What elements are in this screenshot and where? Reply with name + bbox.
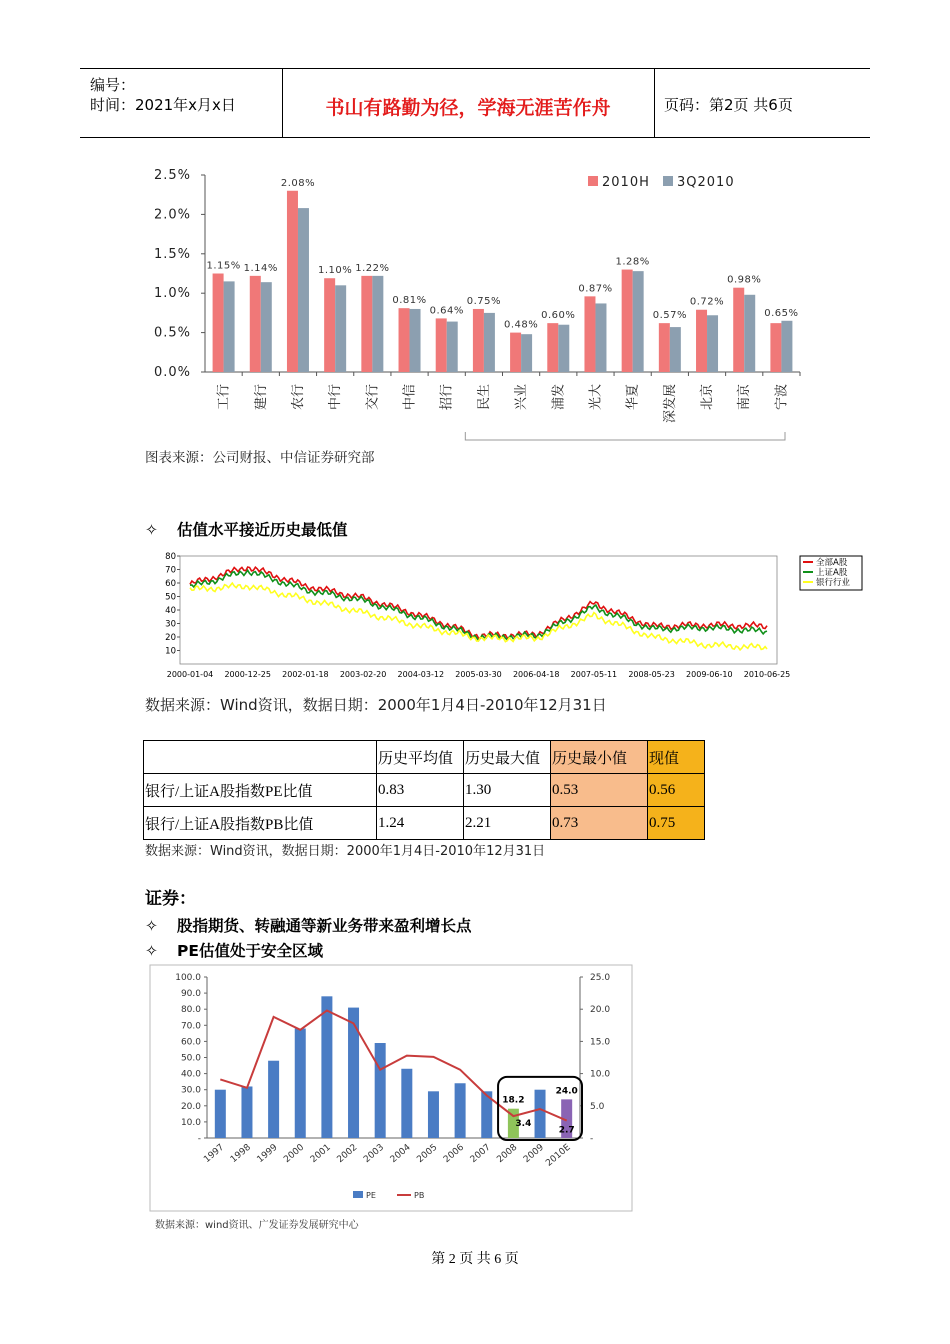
x-tick-label: 2008 <box>495 1142 520 1166</box>
data-label: 1.10% <box>318 265 353 277</box>
data-label: 0.75% <box>466 295 502 307</box>
bar-PE <box>268 1061 279 1138</box>
y-tick-label-left: 100.0 <box>175 973 201 983</box>
data-label: 0.64% <box>429 305 464 317</box>
table-cell: 0.75 <box>648 807 705 840</box>
data-label: 0.48% <box>503 319 539 331</box>
y-tick-label-left: 10.0 <box>180 1117 201 1128</box>
y-tick-label-right: 5.0 <box>590 1101 605 1112</box>
x-tick-label: 农行 <box>290 384 306 411</box>
legend-label: 全部A股 <box>816 558 848 568</box>
bar-3Q2010 <box>670 327 681 372</box>
y-tick-label: 80 <box>165 552 176 562</box>
bar-3Q2010 <box>633 271 644 372</box>
bar-3Q2010 <box>372 276 383 372</box>
x-tick-label: 2010E <box>544 1142 573 1169</box>
x-tick-label: 光大 <box>588 384 604 411</box>
time-label: 时间：2021年x月x日 <box>90 96 236 114</box>
bracket-line <box>465 432 785 440</box>
legend-label: 上证A股 <box>816 568 848 578</box>
x-tick-label: 2005-03-30 <box>455 670 502 679</box>
y-tick-label-left: 60.0 <box>180 1037 201 1048</box>
bar-3Q2010 <box>707 315 718 372</box>
securities-heading: 证券： <box>145 889 196 909</box>
data-label: 0.65% <box>764 307 799 319</box>
bar-3Q2010 <box>484 313 495 372</box>
bar-PE <box>215 1090 226 1138</box>
bar-2010H <box>213 274 224 373</box>
legend-swatch <box>588 176 598 186</box>
x-tick-label: 南京 <box>737 384 753 411</box>
table-header-cell: 历史平均值 <box>377 741 464 774</box>
table-cell: 银行/上证A股指数PB比值 <box>144 807 377 840</box>
x-tick-label: 2000-01-04 <box>166 670 214 679</box>
table-cell: 0.53 <box>551 774 648 807</box>
table-header-cell: 现值 <box>648 741 705 774</box>
data-label: 0.57% <box>652 310 687 322</box>
y-tick-label-left: 50.0 <box>180 1053 201 1064</box>
bar-2010H <box>324 278 335 372</box>
x-tick-label: 民生 <box>476 384 492 411</box>
bar-PE <box>455 1083 466 1138</box>
x-tick-label: 1997 <box>202 1142 227 1166</box>
table-cell: 2.21 <box>464 807 551 840</box>
x-tick-label: 深发展 <box>662 384 678 424</box>
bar-2010H <box>584 296 595 372</box>
chart2-source: 数据来源：Wind资讯，数据日期：2000年1月4日-2010年12月31日 <box>145 696 607 714</box>
x-tick-label: 2005 <box>415 1142 440 1166</box>
bar-2010H <box>399 308 410 372</box>
bullet-text: 估值水平接近历史最低值 <box>177 521 348 539</box>
bar-2010H <box>770 323 781 372</box>
y-tick-label: 1.0% <box>153 286 191 302</box>
bar-3Q2010 <box>521 334 532 372</box>
bar-2010H <box>361 276 372 372</box>
x-tick-label: 工行 <box>216 384 232 411</box>
data-label: 2.08% <box>280 177 316 189</box>
x-tick-label: 2002 <box>335 1142 360 1166</box>
y-tick-label: 30 <box>165 619 176 630</box>
table-header-cell: 历史最大值 <box>464 741 551 774</box>
table-cell: 1.24 <box>377 807 464 840</box>
bar-2010H <box>287 191 298 372</box>
series-line-上证A股 <box>190 570 767 640</box>
series-line-银行行业 <box>190 583 767 650</box>
y-tick-label: 2.0% <box>153 207 191 223</box>
x-tick-label: 2007-05-11 <box>570 670 618 679</box>
data-label: 0.60% <box>541 310 576 322</box>
header-motto: 书山有路勤为径，学海无涯苦作舟 <box>325 97 611 119</box>
y-tick-label-right: 10.0 <box>590 1069 611 1080</box>
x-tick-label: 2010-06-25 <box>743 670 791 679</box>
bullet-text: PE估值处于安全区域 <box>177 942 323 960</box>
table-cell: 0.73 <box>551 807 648 840</box>
data-label: 1.22% <box>355 262 390 274</box>
chart3-source: 数据来源：wind资讯、广发证券发展研究中心 <box>155 1220 359 1231</box>
legend-label: PE <box>366 1191 376 1200</box>
x-tick-label: 宁波 <box>774 384 790 411</box>
y-tick-label-left: 20.0 <box>180 1101 201 1112</box>
diamond-bullet-icon: ✧ <box>145 521 158 539</box>
bar-PE <box>375 1043 386 1138</box>
pe-pb-combo-chart <box>145 962 635 1214</box>
y-tick-label: 20 <box>165 633 176 643</box>
y-tick-label: 2.5% <box>153 168 191 183</box>
bar-2010H <box>659 323 670 372</box>
x-tick-label: 2009 <box>521 1142 546 1166</box>
data-label: 1.15% <box>206 260 241 272</box>
x-tick-label: 华夏 <box>625 384 641 411</box>
legend-label: 3Q2010 <box>677 175 735 190</box>
legend-swatch <box>353 1191 363 1198</box>
x-tick-label: 2006 <box>442 1142 467 1166</box>
bar-PE <box>295 1029 306 1138</box>
page-footer: 第 2 页 共 6 页 <box>431 1252 519 1267</box>
x-tick-label: 2006-04-18 <box>512 670 560 679</box>
y-tick-label-left: - <box>197 1134 201 1144</box>
y-tick-label: 0.5% <box>153 325 191 341</box>
bar-3Q2010 <box>261 282 272 372</box>
valuation-table <box>143 740 705 840</box>
table-row <box>144 807 705 840</box>
bar-3Q2010 <box>558 325 569 372</box>
table-cell: 1.30 <box>464 774 551 807</box>
y-tick-label-left: 40.0 <box>180 1069 201 1080</box>
x-tick-label: 2007 <box>468 1142 493 1166</box>
x-tick-label: 交行 <box>365 384 381 411</box>
legend-label: 2010H <box>602 175 650 190</box>
data-label: 3.4 <box>515 1119 532 1130</box>
data-label: 2.7 <box>558 1125 575 1136</box>
bar-2010H <box>547 323 558 372</box>
bar-2010H <box>696 310 707 372</box>
bar-3Q2010 <box>781 321 792 372</box>
x-tick-label: 2004-03-12 <box>397 670 445 679</box>
bar-2010H <box>250 276 261 372</box>
x-tick-label: 中行 <box>328 384 344 411</box>
header-meta <box>90 75 236 115</box>
x-tick-label: 兴业 <box>514 384 530 411</box>
diamond-bullet-icon: ✧ <box>145 917 158 935</box>
data-label: 0.72% <box>689 296 725 308</box>
y-tick-label: 0.0% <box>153 365 191 380</box>
table-header-cell <box>144 741 377 774</box>
table-header-cell: 历史最小值 <box>551 741 648 774</box>
x-tick-label: 2003-02-20 <box>339 670 387 679</box>
x-tick-label: 2002-01-18 <box>282 670 329 679</box>
bar-2010H <box>622 270 633 372</box>
bar-3Q2010 <box>298 208 309 372</box>
y-tick-label: 70 <box>165 565 176 576</box>
x-tick-label: 招行 <box>439 384 455 411</box>
y-tick-label-left: 30.0 <box>180 1085 201 1096</box>
bar-PE <box>428 1091 439 1138</box>
y-tick-label-right: 15.0 <box>590 1037 611 1048</box>
legend-label: 银行行业 <box>816 578 851 588</box>
bar-PE <box>535 1090 546 1138</box>
x-tick-label: 2004 <box>388 1142 413 1166</box>
data-label: 18.2 <box>502 1095 525 1106</box>
y-tick-label: 10 <box>165 646 176 657</box>
y-tick-label: 50 <box>165 592 176 603</box>
bar-PE <box>348 1008 359 1138</box>
bar-2010H <box>733 288 744 372</box>
number-label: 编号： <box>90 76 136 94</box>
y-tick-label-left: 90.0 <box>180 989 201 1000</box>
x-tick-label: 2003 <box>362 1142 387 1166</box>
bar-3Q2010 <box>447 322 458 372</box>
y-tick-label-left: 80.0 <box>180 1005 201 1016</box>
bullet-text: 股指期货、转融通等新业务带来盈利增长点 <box>177 917 472 935</box>
y-tick-label: 40 <box>165 606 176 616</box>
bar-3Q2010 <box>224 281 235 372</box>
data-label: 0.98% <box>727 274 762 286</box>
x-tick-label: 2008-05-23 <box>628 670 675 679</box>
x-tick-label: 2000-12-25 <box>224 670 271 679</box>
x-tick-label: 浦发 <box>551 384 567 411</box>
bar-PE <box>401 1069 412 1138</box>
section-bullet-valuation <box>145 518 348 540</box>
x-tick-label: 2001 <box>308 1142 333 1166</box>
table-header-row <box>144 741 705 774</box>
data-label: 1.14% <box>243 262 278 274</box>
table-source: 数据来源：Wind资讯，数据日期：2000年1月4日-2010年12月31日 <box>145 844 546 859</box>
y-tick-label-right: 25.0 <box>590 973 611 983</box>
pe-line-chart <box>145 548 870 684</box>
table-row <box>144 774 705 807</box>
x-tick-label: 北京 <box>700 384 716 411</box>
bar-PE <box>321 996 332 1138</box>
bar-3Q2010 <box>595 303 606 372</box>
x-tick-label: 1999 <box>255 1142 280 1166</box>
legend-label: PB <box>414 1191 425 1200</box>
npl-bar-chart <box>140 160 810 450</box>
x-tick-label: 中信 <box>402 384 418 411</box>
bar-2010H <box>436 318 447 372</box>
bar-2010H <box>510 333 521 372</box>
bar-3Q2010 <box>335 285 346 372</box>
legend-swatch <box>663 176 673 186</box>
y-tick-label-right: - <box>590 1134 594 1144</box>
diamond-bullet-icon: ✧ <box>145 942 158 960</box>
y-tick-label: 1.5% <box>153 246 191 262</box>
data-label: 0.81% <box>392 295 427 307</box>
y-tick-label: 60 <box>165 579 176 589</box>
table-cell: 0.83 <box>377 774 464 807</box>
data-label: 0.87% <box>578 283 613 295</box>
bar-PE <box>241 1086 252 1138</box>
bar-3Q2010 <box>410 309 421 372</box>
securities-bullet-1 <box>145 914 472 936</box>
page-header <box>80 68 870 138</box>
x-tick-label: 1998 <box>228 1142 253 1166</box>
data-label: 24.0 <box>555 1086 578 1097</box>
x-tick-label: 2009-06-10 <box>686 670 733 679</box>
securities-bullet-2 <box>145 939 323 961</box>
x-tick-label: 2000 <box>282 1142 307 1166</box>
data-label: 1.28% <box>615 256 650 268</box>
chart1-source: 图表来源：公司财报、中信证券研究部 <box>145 450 375 466</box>
table-cell: 银行/上证A股指数PE比值 <box>144 774 377 807</box>
x-tick-label: 建行 <box>253 384 269 411</box>
y-tick-label-left: 70.0 <box>180 1021 201 1032</box>
header-divider <box>654 69 655 137</box>
bar-3Q2010 <box>744 295 755 372</box>
bar-2010H <box>473 309 484 372</box>
page-label: 页码：第2页 共6页 <box>664 96 793 114</box>
table-cell: 0.56 <box>648 774 705 807</box>
y-tick-label-right: 20.0 <box>590 1005 611 1016</box>
